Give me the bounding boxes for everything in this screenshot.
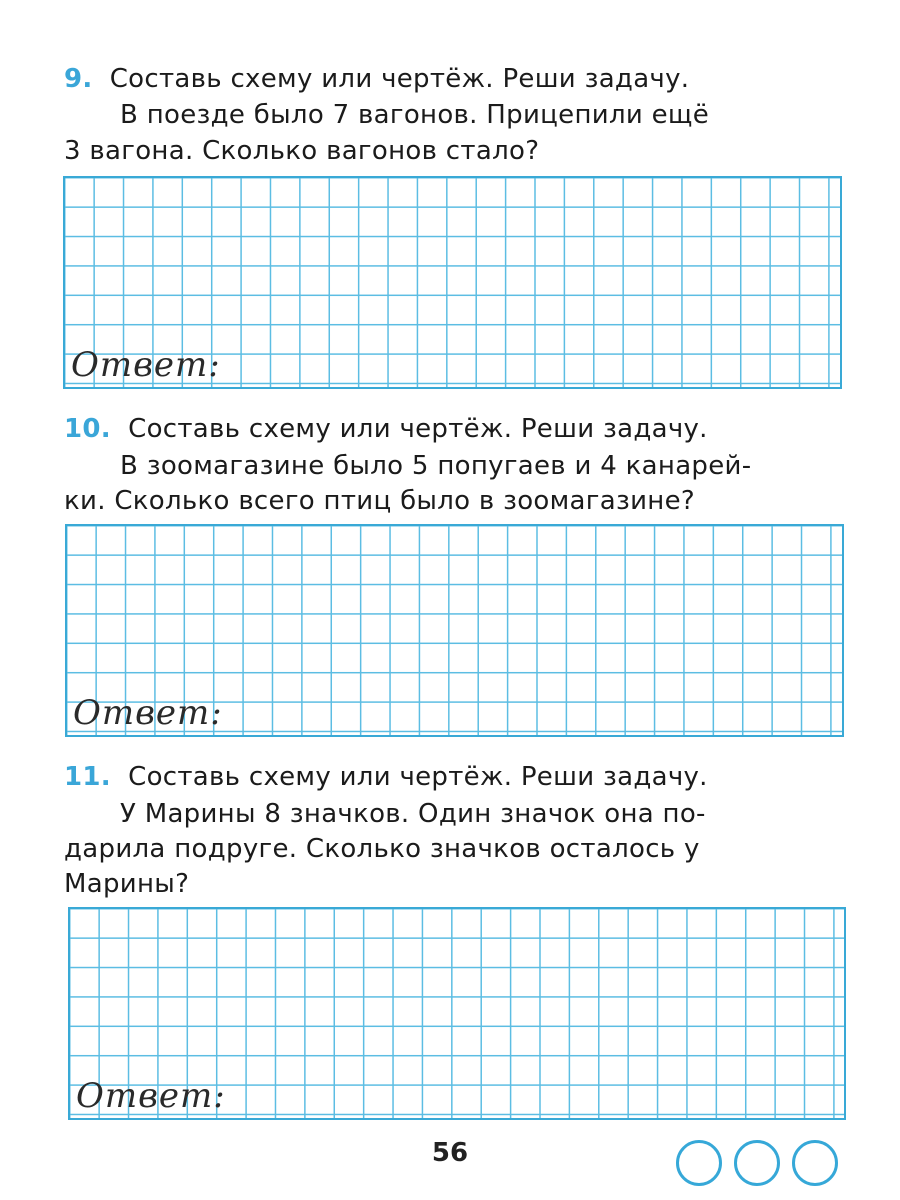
task-11-answer-label: Ответ: (76, 1076, 226, 1116)
task-9-heading (64, 62, 689, 96)
task-10-answer-label: Ответ: (73, 693, 223, 733)
page-number: 56 (431, 1138, 469, 1168)
task-10-instruction: Составь схему или чертёж. Реши задачу. (128, 414, 708, 444)
task-9-answer-label: Ответ: (71, 345, 221, 385)
assessment-circle[interactable] (792, 1140, 838, 1186)
task-10-heading (64, 412, 708, 446)
self-assessment-circles (676, 1140, 838, 1186)
task-10-number: 10. (64, 414, 111, 444)
task-11-text-1: У Марины 8 значков. Один значок она по- (120, 799, 706, 829)
task-9-text-1: В поезде было 7 вагонов. Прицепили ещё (120, 100, 710, 130)
task-11-text-3: Марины? (64, 869, 190, 899)
task-11-heading (64, 760, 708, 794)
task-9-instruction: Составь схему или чертёж. Реши задачу. (109, 64, 690, 94)
task-10-text-line-2 (64, 484, 695, 518)
task-11-text-2: дарила подруге. Сколько значков осталось у (64, 834, 700, 864)
task-11-instruction: Составь схему или чертёж. Реши задачу. (128, 762, 708, 792)
task-9-text-line-2 (64, 134, 539, 168)
task-11-number: 11. (64, 762, 111, 792)
task-10-text-2: ки. Сколько всего птиц было в зоомагазине? (64, 486, 696, 516)
task-11-text-line-2 (64, 832, 700, 866)
task-9-text-2: 3 вагона. Сколько вагонов стало? (64, 136, 540, 166)
task-9-number: 9. (64, 64, 93, 94)
task-11-text-line-1 (120, 797, 706, 831)
task-9-text-line-1 (120, 98, 832, 132)
task-11-text-line-3 (64, 867, 189, 901)
task-10-text-line-1 (120, 449, 751, 483)
task-9-answer-grid[interactable] (63, 176, 842, 389)
assessment-circle[interactable] (676, 1140, 722, 1186)
task-11-answer-grid[interactable] (68, 907, 846, 1120)
assessment-circle[interactable] (734, 1140, 780, 1186)
task-10-text-1: В зоомагазине было 5 попугаев и 4 канарей- (120, 451, 752, 481)
task-10-answer-grid[interactable] (65, 524, 844, 737)
